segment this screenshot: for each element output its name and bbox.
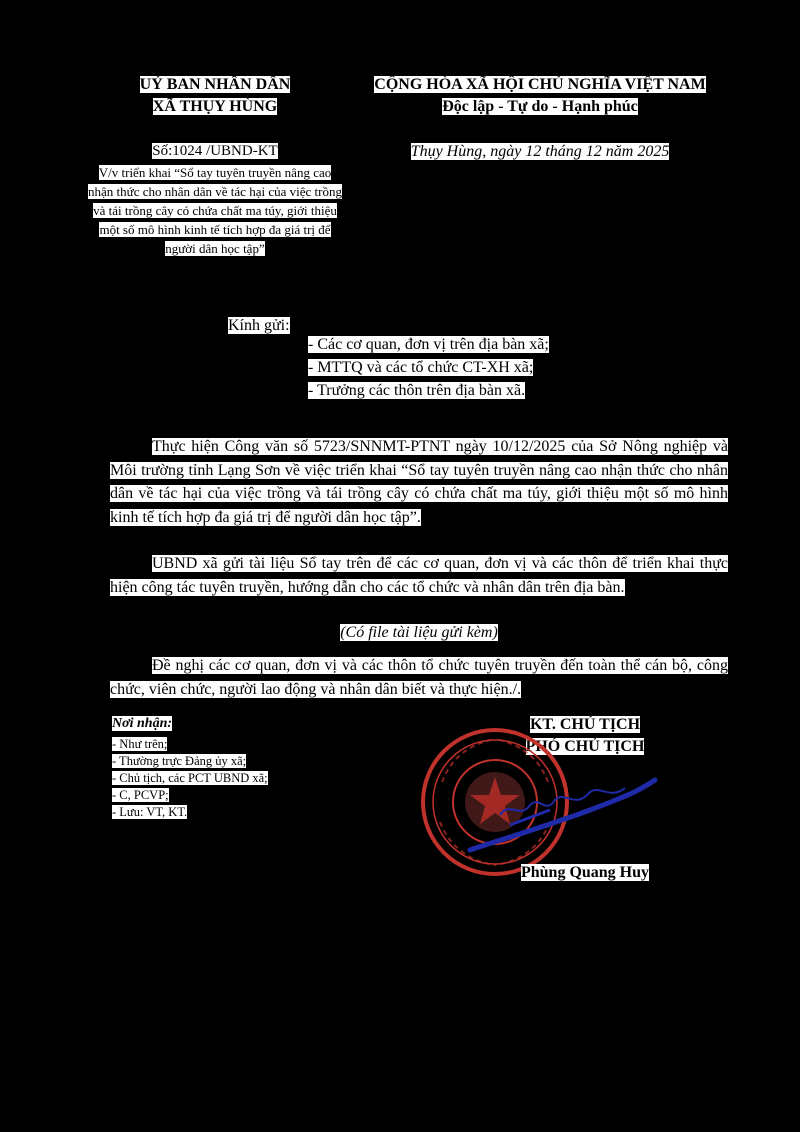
org-name-line2: XÃ THỤY HÙNG (152, 98, 278, 115)
recipients-label: Kính gửi: (228, 317, 290, 334)
receivers-list (112, 736, 268, 821)
recipient-item: - MTTQ và các tổ chức CT-XH xã; (308, 359, 534, 376)
receiver-item: - Như trên; (112, 737, 168, 751)
body-paragraph-2: UBND xã gửi tài liệu Sổ tay trên để các cơ quan, đơn vị và các thôn để triển khai thực hiện công tác tuyên truyền, hướng dẫn cho các tổ chức và nhân dân trên địa bàn. (110, 555, 728, 596)
document-subject: V/v triển khai “Sổ tay tuyên truyền nâng cao nhận thức cho nhân dân về tác hại của việc trồng và tái trồng cây có chứa chất ma túy, giới thiệu một số mô hình kinh tế tích hợp đa giá trị để người dân học tập” (88, 165, 342, 256)
handwritten-signature-icon (440, 770, 660, 860)
attachment-note: (Có file tài liệu gửi kèm) (340, 624, 498, 641)
document-number: Số:1024 /UBND-KT (152, 143, 278, 159)
body-paragraph-3: Đề nghị các cơ quan, đơn vị và các thôn tổ chức tuyên truyền đến toàn thể cán bộ, công chức, viên chức, người lao động và nhân dân biết và thực hiện./. (110, 657, 728, 698)
receiver-item: - Lưu: VT, KT. (112, 805, 188, 819)
signature-title-2: PHÓ CHỦ TỊCH (525, 738, 645, 755)
receiver-item: - Chủ tịch, các PCT UBND xã; (112, 771, 268, 785)
signature-title-1: KT. CHỦ TỊCH (529, 716, 641, 733)
body-paragraph-1: Thực hiện Công văn số 5723/SNNMT-PTNT ngày 10/12/2025 của Sở Nông nghiệp và Môi trường tỉnh Lạng Sơn về việc triển khai “Sổ tay tuyên truyền nâng cao nhận thức cho nhân dân về tác hại của việc trồng và tái trồng cây có chứa chất ma túy, giới thiệu một số mô hình kinh tế tích hợp đa giá trị để người dân học tập”. (110, 438, 728, 526)
receivers-title: Nơi nhận: (112, 716, 173, 731)
signer-name: Phùng Quang Huy (520, 864, 650, 881)
recipient-item: - Trưởng các thôn trên địa bàn xã. (308, 382, 526, 399)
national-title: CỘNG HÒA XÃ HỘI CHỦ NGHĨA VIỆT NAM (374, 76, 706, 93)
recipient-item: - Các cơ quan, đơn vị trên địa bàn xã; (308, 336, 549, 353)
document-date: Thụy Hùng, ngày 12 tháng 12 năm 2025 (410, 143, 670, 160)
receiver-item: - C, PCVP; (112, 788, 169, 802)
org-name-line1: UỶ BAN NHÂN DÂN (139, 76, 291, 93)
recipients-list (308, 333, 549, 402)
receiver-item: - Thường trực Đảng ủy xã; (112, 754, 247, 768)
national-motto: Độc lập - Tự do - Hạnh phúc (442, 98, 638, 115)
